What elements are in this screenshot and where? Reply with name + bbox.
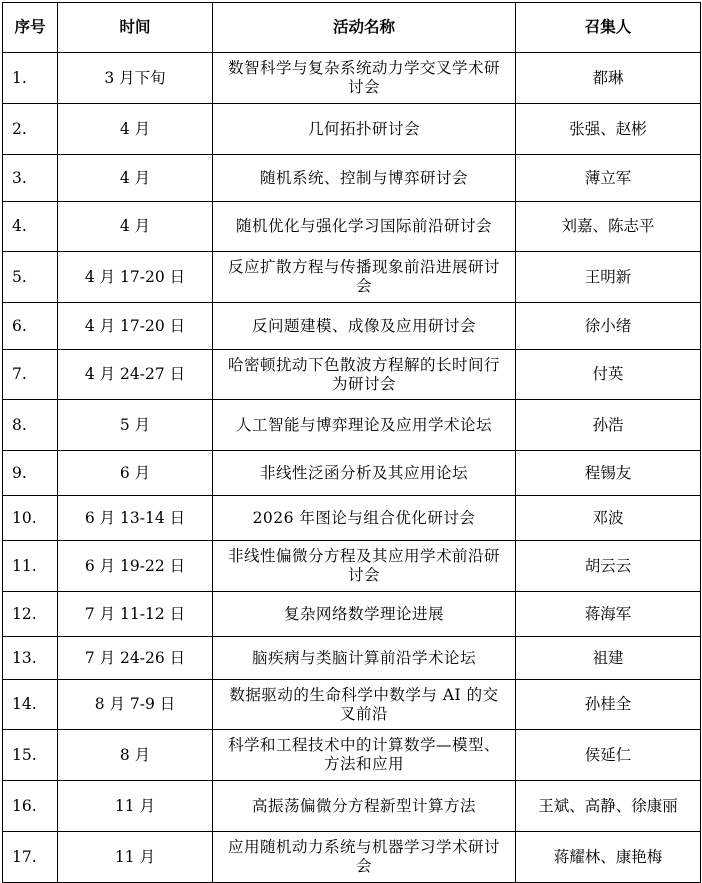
cell-name: 数智科学与复杂系统动力学交叉学术研讨会 [213, 53, 516, 104]
table-row [3, 202, 701, 252]
cell-time: 7 月 24-26 日 [58, 637, 213, 680]
table-row [3, 155, 701, 202]
cell-host: 程锡友 [516, 451, 701, 496]
cell-host: 刘嘉、陈志平 [516, 202, 701, 252]
cell-no: 17. [3, 832, 58, 883]
cell-time: 11 月 [58, 781, 213, 832]
table-row [3, 496, 701, 541]
cell-name: 非线性泛函分析及其应用论坛 [213, 451, 516, 496]
cell-name: 脑疾病与类脑计算前沿学术论坛 [213, 637, 516, 680]
header-name: 活动名称 [213, 3, 516, 53]
table-row [3, 637, 701, 680]
table-row [3, 104, 701, 155]
cell-no: 10. [3, 496, 58, 541]
table-row [3, 832, 701, 883]
cell-host: 胡云云 [516, 541, 701, 592]
cell-host: 薄立军 [516, 155, 701, 202]
cell-name: 应用随机动力系统与机器学习学术研讨会 [213, 832, 516, 883]
cell-host: 侯延仁 [516, 730, 701, 781]
cell-name: 随机系统、控制与博弈研讨会 [213, 155, 516, 202]
cell-name: 反问题建模、成像及应用研讨会 [213, 303, 516, 350]
table-header-row [3, 3, 701, 53]
cell-host: 孙桂全 [516, 680, 701, 730]
table-row [3, 303, 701, 350]
cell-no: 1. [3, 53, 58, 104]
cell-host: 蒋耀林、康艳梅 [516, 832, 701, 883]
table-row [3, 350, 701, 400]
cell-no: 11. [3, 541, 58, 592]
header-no: 序号 [3, 3, 58, 53]
table-row [3, 592, 701, 637]
table-row [3, 252, 701, 303]
header-time: 时间 [58, 3, 213, 53]
cell-name: 2026 年图论与组合优化研讨会 [213, 496, 516, 541]
header-host: 召集人 [516, 3, 701, 53]
cell-name: 几何拓扑研讨会 [213, 104, 516, 155]
cell-host: 都琳 [516, 53, 701, 104]
cell-time: 11 月 [58, 832, 213, 883]
cell-host: 王明新 [516, 252, 701, 303]
cell-time: 3 月下旬 [58, 53, 213, 104]
cell-no: 3. [3, 155, 58, 202]
cell-time: 6 月 19-22 日 [58, 541, 213, 592]
cell-host: 邓波 [516, 496, 701, 541]
table-row [3, 781, 701, 832]
cell-no: 9. [3, 451, 58, 496]
cell-no: 5. [3, 252, 58, 303]
cell-no: 13. [3, 637, 58, 680]
cell-time: 6 月 [58, 451, 213, 496]
cell-name: 人工智能与博弈理论及应用学术论坛 [213, 400, 516, 451]
cell-host: 徐小绪 [516, 303, 701, 350]
cell-no: 16. [3, 781, 58, 832]
cell-no: 12. [3, 592, 58, 637]
cell-no: 8. [3, 400, 58, 451]
cell-time: 5 月 [58, 400, 213, 451]
cell-no: 2. [3, 104, 58, 155]
cell-host: 付英 [516, 350, 701, 400]
cell-no: 14. [3, 680, 58, 730]
cell-name: 科学和工程技术中的计算数学—模型、方法和应用 [213, 730, 516, 781]
cell-name: 高振荡偏微分方程新型计算方法 [213, 781, 516, 832]
cell-time: 4 月 17-20 日 [58, 303, 213, 350]
cell-no: 7. [3, 350, 58, 400]
cell-host: 张强、赵彬 [516, 104, 701, 155]
cell-time: 8 月 7-9 日 [58, 680, 213, 730]
cell-no: 6. [3, 303, 58, 350]
cell-name: 哈密顿扰动下色散波方程解的长时间行为研讨会 [213, 350, 516, 400]
cell-name: 复杂网络数学理论进展 [213, 592, 516, 637]
table-row [3, 53, 701, 104]
cell-no: 4. [3, 202, 58, 252]
cell-time: 4 月 [58, 104, 213, 155]
table-row [3, 400, 701, 451]
cell-time: 4 月 [58, 155, 213, 202]
cell-time: 4 月 24-27 日 [58, 350, 213, 400]
cell-host: 祖建 [516, 637, 701, 680]
cell-time: 4 月 17-20 日 [58, 252, 213, 303]
cell-name: 数据驱动的生命科学中数学与 AI 的交叉前沿 [213, 680, 516, 730]
cell-host: 王斌、高静、徐康丽 [516, 781, 701, 832]
activity-schedule-table [2, 2, 701, 883]
table-row [3, 451, 701, 496]
cell-time: 4 月 [58, 202, 213, 252]
table-body [3, 53, 701, 883]
cell-name: 非线性偏微分方程及其应用学术前沿研讨会 [213, 541, 516, 592]
cell-time: 7 月 11-12 日 [58, 592, 213, 637]
cell-time: 6 月 13-14 日 [58, 496, 213, 541]
cell-name: 随机优化与强化学习国际前沿研讨会 [213, 202, 516, 252]
cell-name: 反应扩散方程与传播现象前沿进展研讨会 [213, 252, 516, 303]
cell-time: 8 月 [58, 730, 213, 781]
table-row [3, 730, 701, 781]
cell-no: 15. [3, 730, 58, 781]
table-row [3, 680, 701, 730]
cell-host: 孙浩 [516, 400, 701, 451]
cell-host: 蒋海军 [516, 592, 701, 637]
table-row [3, 541, 701, 592]
